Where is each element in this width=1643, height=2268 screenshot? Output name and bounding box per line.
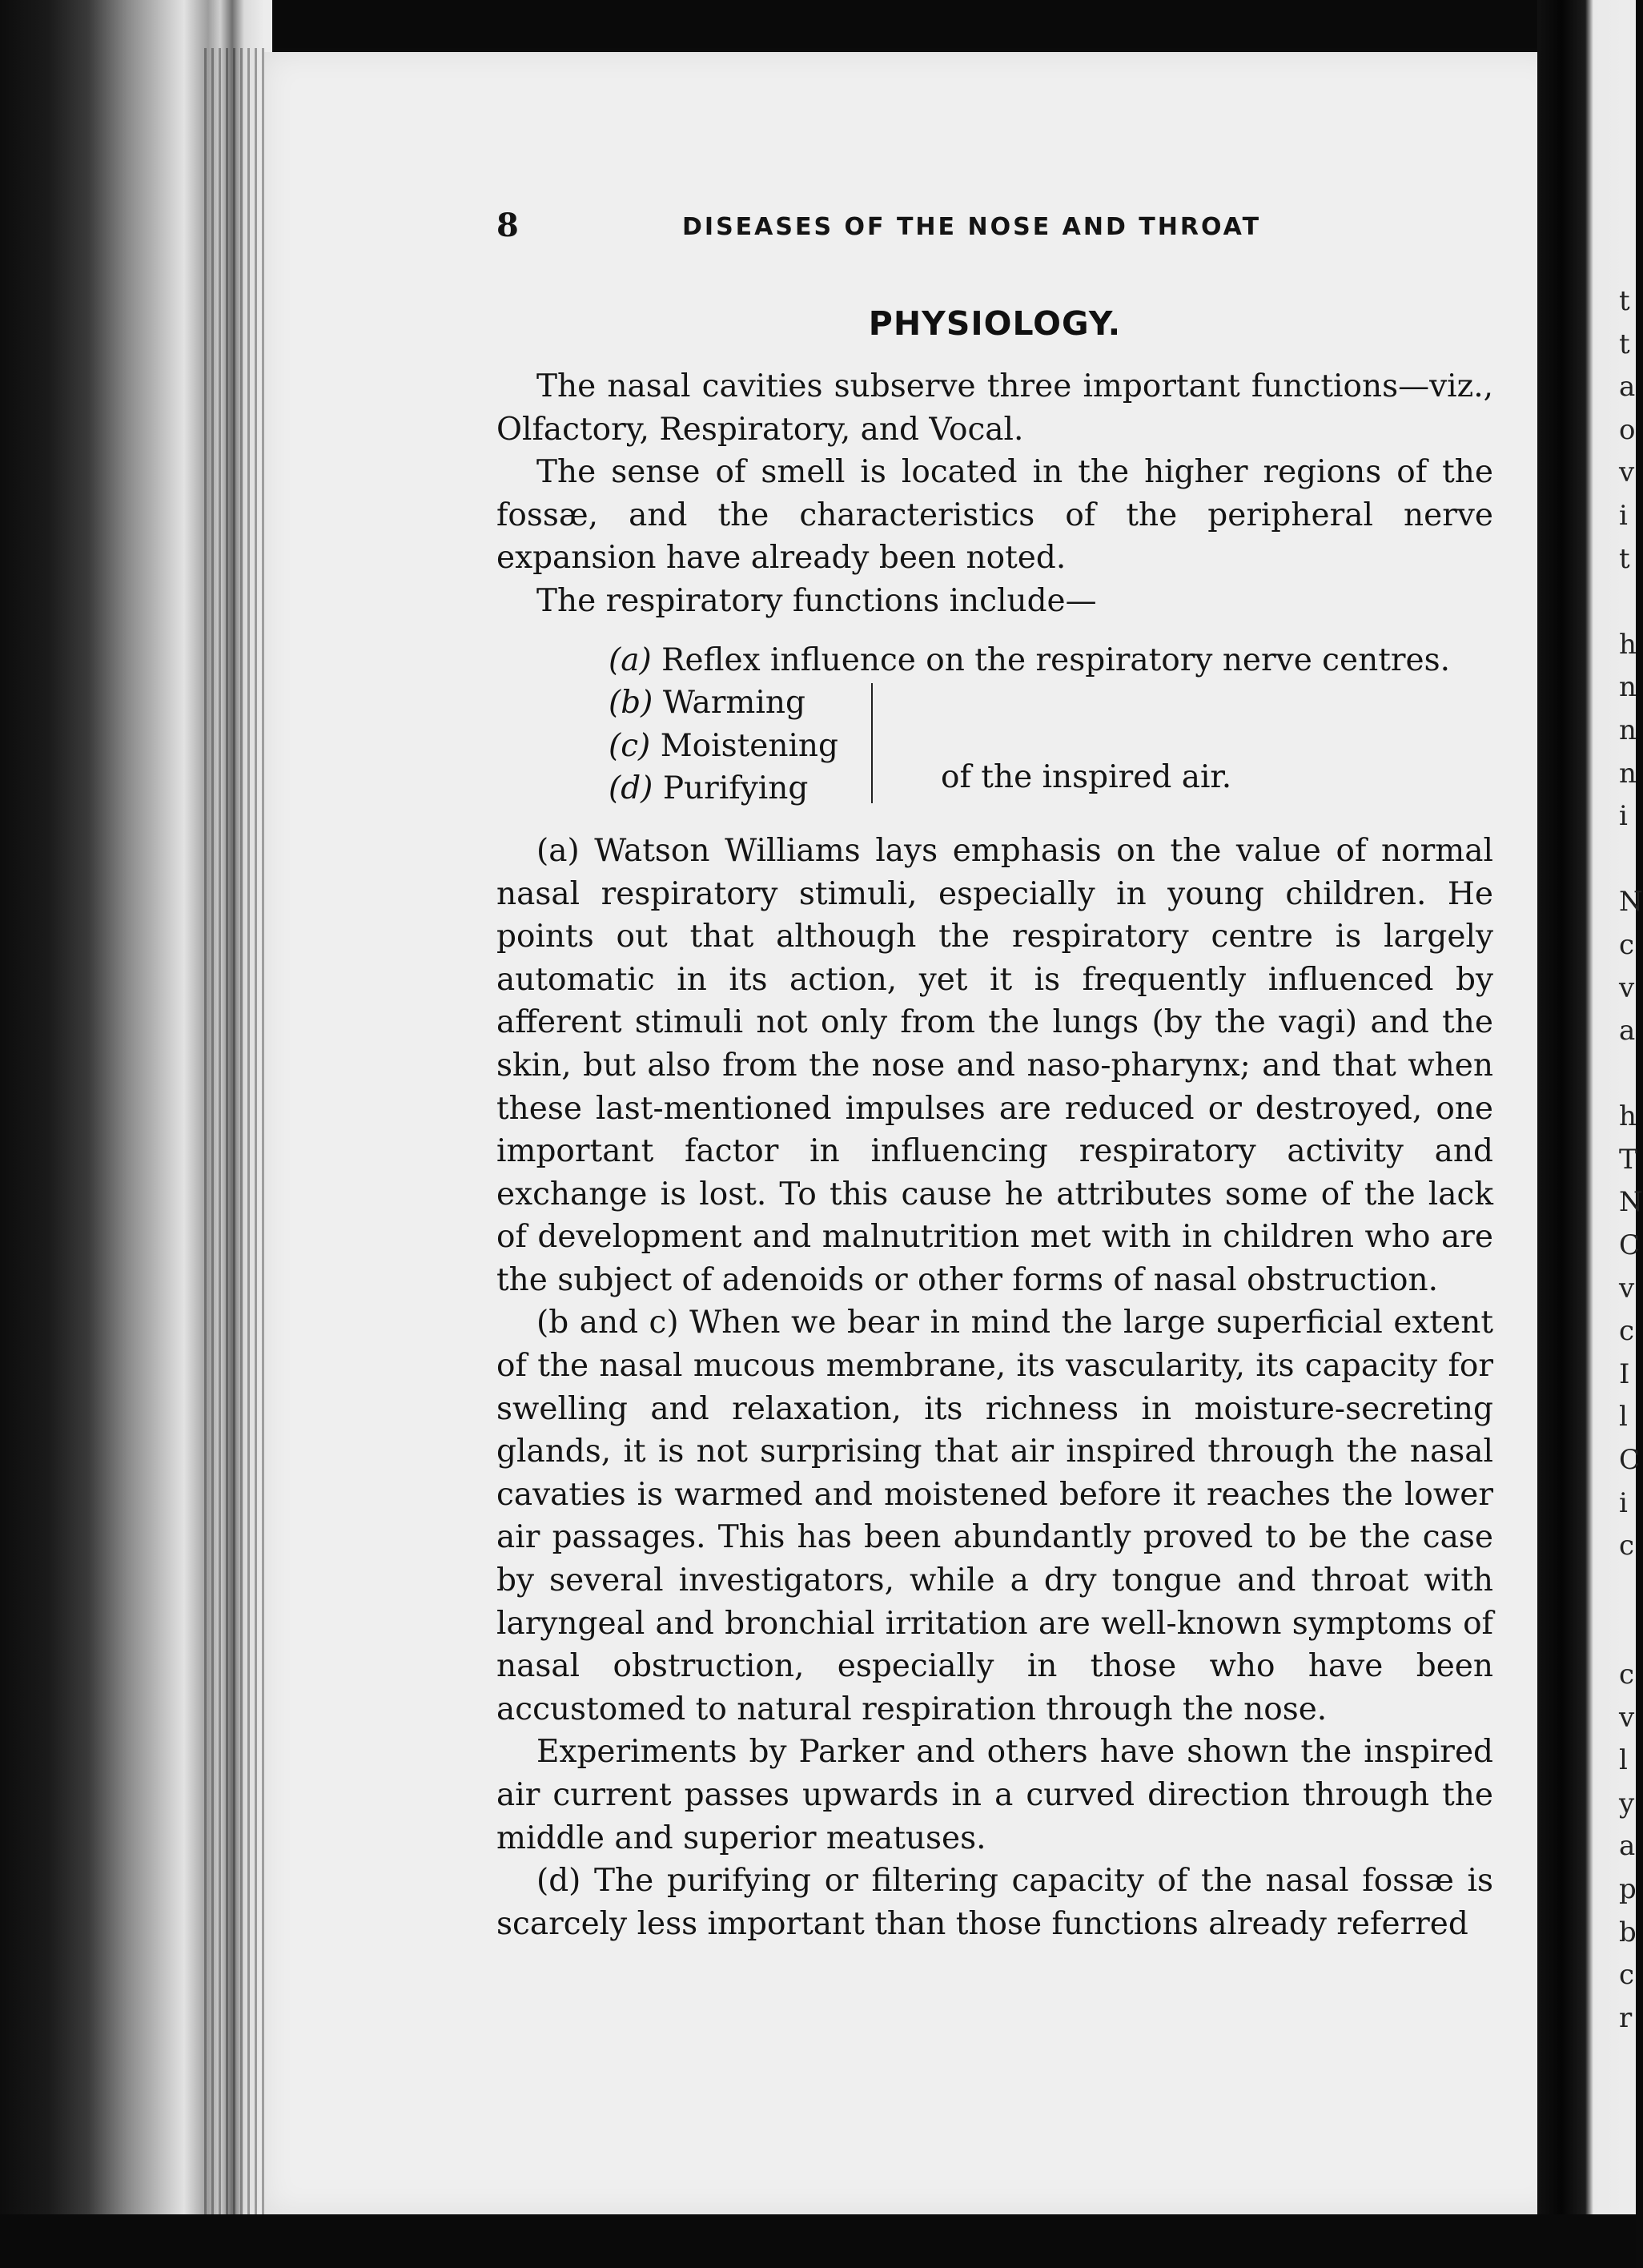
list-item-text: Reflex influence on the respiratory nerve centres.: [661, 641, 1451, 678]
facing-page-letter: v: [1619, 971, 1635, 1004]
facing-page-letter: c: [1619, 1315, 1635, 1348]
paragraph: The respiratory functions include—: [536, 582, 1097, 619]
facing-page-letter: n: [1619, 671, 1637, 704]
facing-page-letter: C: [1619, 1229, 1641, 1262]
facing-page-letter: b: [1619, 1916, 1637, 1948]
facing-page-letter: N: [1619, 1186, 1643, 1219]
page-number: 8: [496, 207, 519, 244]
facing-page-letter: o: [1619, 413, 1636, 446]
facing-page-letter: n: [1619, 714, 1637, 746]
list-item-text: Moistening: [660, 727, 839, 764]
facing-page-letter: a: [1619, 1830, 1636, 1863]
facing-page-letter: t: [1619, 328, 1630, 360]
section-title: PHYSIOLOGY.: [868, 304, 1122, 343]
paragraph: The sense of smell is located in the higher regions of the fossæ, and the characteristics of the peripheral nerve expansion have already been noted.: [496, 454, 1493, 577]
facing-page-letter: c: [1619, 928, 1635, 961]
facing-page-letter: [1619, 581, 1643, 624]
facing-page-letter: v: [1619, 456, 1635, 489]
facing-page-letter: t: [1619, 285, 1630, 317]
list-item-letter: (a): [609, 641, 652, 678]
facing-page-letter: l: [1619, 1744, 1628, 1777]
facing-page-letter: t: [1619, 542, 1630, 575]
running-head: DISEASES OF THE NOSE AND THROAT: [682, 213, 1262, 241]
paragraph: The nasal cavities subserve three important functions—viz., Olfactory, Respiratory, and Vocal.: [496, 368, 1493, 448]
facing-page-letter: p: [1619, 1872, 1637, 1905]
facing-page-letter: a: [1619, 371, 1636, 404]
facing-page-letter: [1619, 838, 1643, 882]
facing-page-letter: i: [1619, 499, 1628, 532]
facing-page-letter: n: [1619, 757, 1637, 790]
facing-page-letter: y: [1619, 1787, 1635, 1820]
list-item-letter: (c): [609, 727, 651, 764]
paragraph: (a) Watson Williams lays emphasis on the value of normal nasal respiratory stimuli, especially in young children. He points out that although the respiratory centre is largely automatic in its action, yet it is frequently influenced by afferent stimuli not only from the lungs (by the vagi) and the skin, but also from the nose and naso-pharynx; and that when these last-mentioned impulses are reduced or destroyed, one important factor in influencing respiratory activity and exchange is lost. To this cause he attributes some of the lack of development and malnutrition met with in children who are the subject of adenoids or other forms of nasal obstruction.: [496, 832, 1493, 1298]
list-item: [609, 682, 1493, 725]
facing-page-letter: I: [1619, 1357, 1630, 1390]
facing-page-letter: v: [1619, 1701, 1635, 1734]
facing-page-letter: c: [1619, 1959, 1635, 1992]
respiratory-functions-list: [496, 639, 1493, 810]
scan-bottom-border: [0, 2214, 1636, 2268]
facing-page-letter: T: [1619, 1143, 1637, 1176]
facing-page-letter: v: [1619, 1272, 1635, 1305]
bracket-note: of the inspired air.: [941, 758, 1232, 795]
body-text: [496, 365, 1493, 1945]
facing-page-letter: [1619, 1053, 1643, 1096]
list-item: [609, 639, 1493, 682]
paragraph: Experiments by Parker and others have shown the inspired air current passes upwards in a curved direction through the middle and superior meatuses.: [496, 1734, 1493, 1856]
facing-page-letter: C: [1619, 1444, 1641, 1477]
facing-page-letter: r: [1619, 2001, 1633, 2034]
facing-page-letter: h: [1619, 1100, 1637, 1133]
list-item-letter: (b): [609, 685, 653, 722]
brace-bracket: [871, 683, 874, 803]
facing-page-letter: i: [1619, 1486, 1628, 1519]
facing-page-letter: c: [1619, 1530, 1635, 1562]
facing-page-letter: a: [1619, 1015, 1636, 1048]
facing-page-letter: [1619, 1611, 1643, 1654]
facing-page-letter: l: [1619, 1401, 1628, 1434]
facing-page-letter: [1619, 1568, 1643, 1611]
facing-page-letter: h: [1619, 628, 1637, 661]
paragraph: (b and c) When we bear in mind the large superficial extent of the nasal mucous membrane, its vascularity, its capacity for swelling and relaxation, its richness in moisture-secreting glands, it is not surprising that air inspired through the nasal cavaties is warmed and moistened before it reaches the lower air passages. This has been abundantly proved to be the case by several investigators, while a dry tongue and throat with laryngeal and bronchial irritation are well-known symptoms of nasal obstruction, especially in those who have been accustomed to natural respiration through the nose.: [496, 1305, 1493, 1727]
facing-page-fragments: [1619, 280, 1643, 2040]
paragraph: (d) The purifying or filtering capacity of the nasal fossæ is scarcely less important than those functions already referred: [496, 1863, 1493, 1942]
page-header: [496, 207, 1305, 251]
facing-page-letter: c: [1619, 1659, 1635, 1691]
list-item-text: Purifying: [662, 770, 809, 807]
facing-page-letter: i: [1619, 800, 1628, 833]
facing-page-letter: N: [1619, 886, 1643, 919]
page-edges-left: [204, 48, 268, 2226]
list-item-text: Warming: [662, 685, 805, 722]
list-item-letter: (d): [609, 770, 653, 807]
